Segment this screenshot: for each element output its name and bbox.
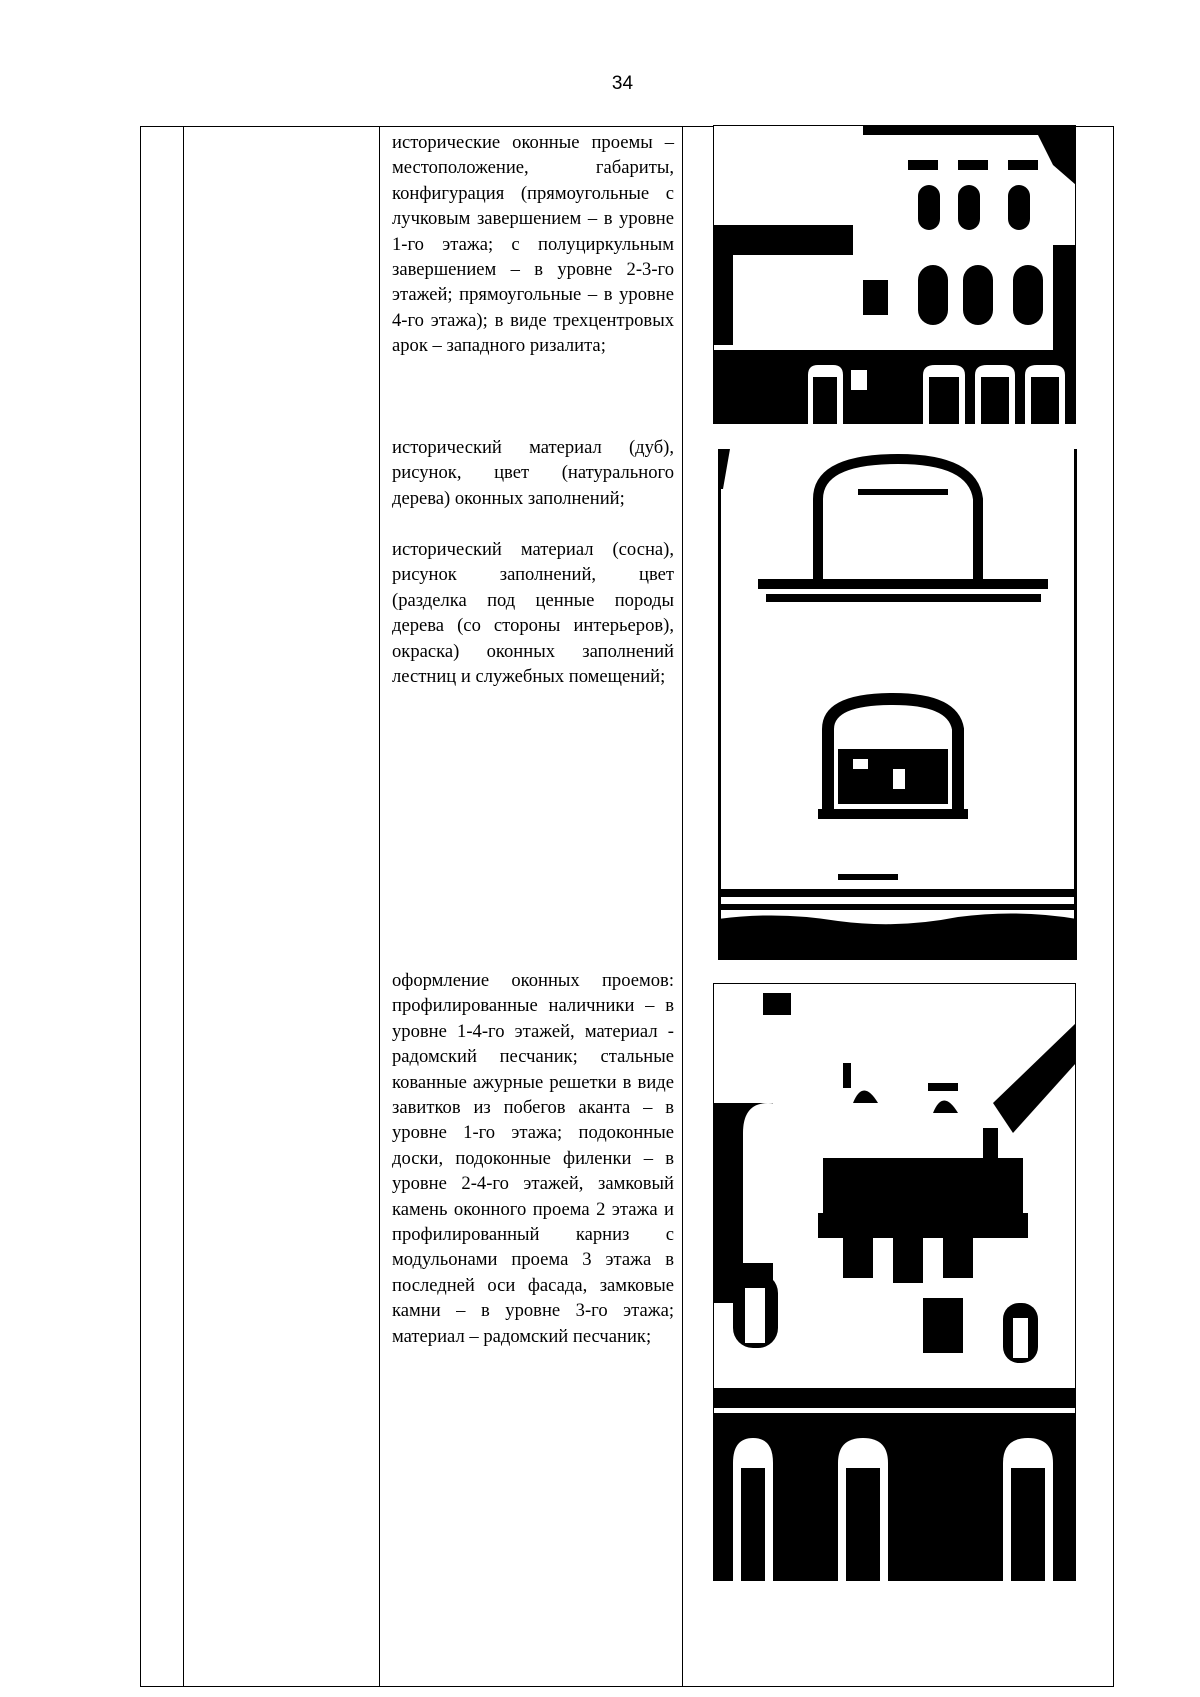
balcony-facade-photo — [713, 983, 1076, 1581]
page-number: 34 — [611, 73, 634, 94]
paragraph-oak-fillings: исторический материал (дуб), рисунок, цвет (натурального дерева) оконных заполнений; — [392, 437, 674, 509]
paragraph-pine-fillings: исторический материал (сосна), рисунок заполнений, цвет (разделка под ценные породы дерева (со стороны интерьеров), окраска) оконных заполнений лестниц и служебных помещений; — [392, 539, 674, 688]
text-windows-openings — [392, 130, 674, 359]
facade-windows-photo — [713, 125, 1076, 424]
column-divider-1 — [183, 127, 184, 1686]
column-divider-3 — [682, 127, 683, 1686]
text-pine-fillings — [392, 537, 674, 689]
text-window-decoration — [392, 968, 674, 1349]
text-oak-fillings — [392, 435, 674, 511]
column-divider-2 — [379, 127, 380, 1686]
paragraph-window-openings: исторические оконные проемы – местоположение, габариты, конфигурация (прямоугольные с лучковым завершением – в уровне 1-го этажа; с полуциркульным завершением – в уровне 2-3-го этажей; прямоугольные – в уровне 4-го этажа); в виде трехцентровых арок – западного ризалита; — [392, 132, 674, 357]
arched-window-photo — [718, 449, 1077, 960]
paragraph-window-decoration: оформление оконных проемов: профилированные наличники – в уровне 1-4-го этажей, материал - радомский песчаник; стальные кованные ажурные решетки в виде завитков из побегов аканта – в уровне 1-го этажа; подоконные доски, подоконные филенки – в уровне 2-4-го этажей, замковый камень оконного проема 2 этажа и профилированный карниз с модульонами проема 3 этажа в последней оси фасада, замковые камни – в уровне 3-го этажа; материал – радомский песчаник; — [392, 970, 674, 1347]
